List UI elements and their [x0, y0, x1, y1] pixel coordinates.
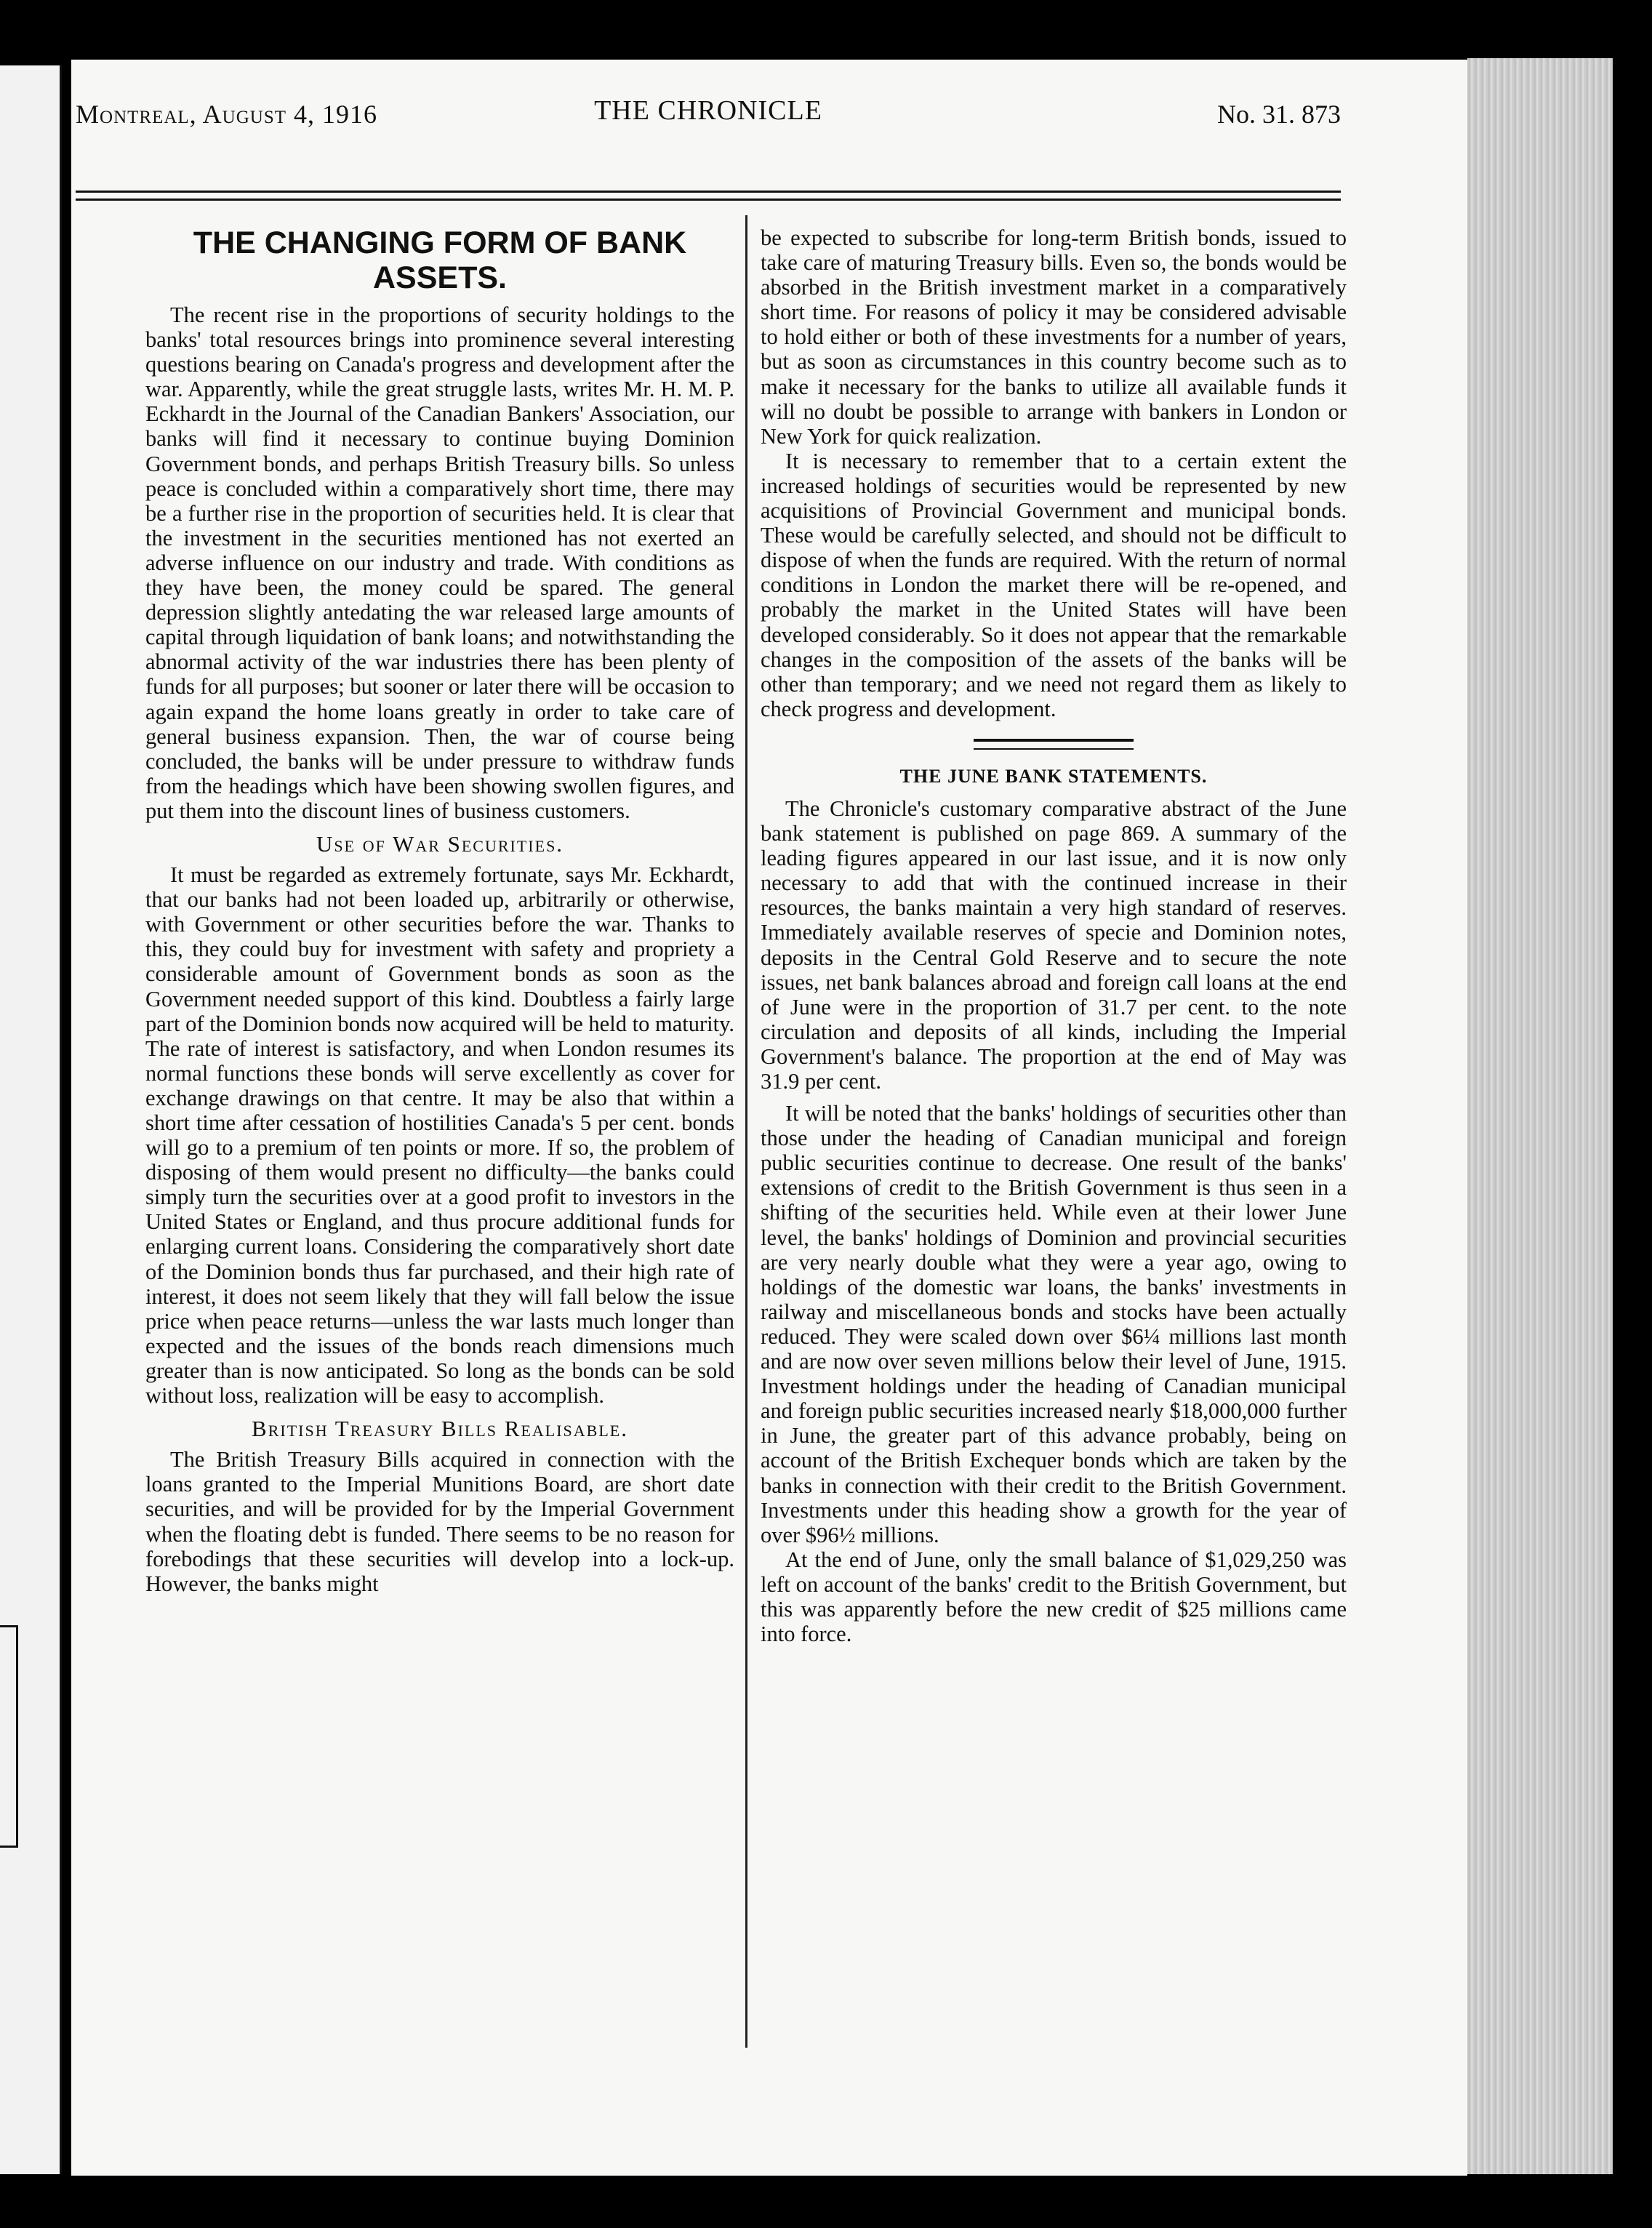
- header-masthead: THE CHRONICLE: [594, 95, 822, 126]
- facing-page-edge: [0, 65, 62, 2174]
- article-paragraph: The Chronicle's customary comparative abstract of the June bank statement is published on page 869. A summary of the leading figures appeared in our last issue, and it is now only necessary to add that with the continued increase in their resources, the banks maintain a very high standard of reserves. Immediately available reserves of specie and Dominion notes, deposits in the Central Gold Reserve and to secure the note issues, net bank balances abroad and foreign call loans at the end of June were in the proportion of 31.7 per cent. to the note circulation and deposits of all kinds, including the Imperial Government's balance. The proportion at the end of May was 31.9 per cent.: [761, 796, 1347, 1094]
- article-paragraph: It is necessary to remember that to a certain extent the increased holdings of securities would be represented by new acquisitions of Provincial Government and municipal bonds. These would be carefully selected, and should not be difficult to dispose of when the funds are required. With the return of normal conditions in London the market there will be re-opened, and probably the market in the United States will have been developed considerably. So it does not appear that the remarkable changes in the composition of the assets of the banks will be other than temporary; and we need not regard them as likely to check progress and development.: [761, 448, 1347, 721]
- article-paragraph: be expected to subscribe for long-term British bonds, issued to take care of maturing Treasury bills. Even so, the bonds would be absorbed in the British investment market in a comparatively short time. For reasons of policy it may be considered advisable to hold either or both of these investments for a number of years, but as soon as circumstances in this country become such as to make it necessary for the banks to utilize all available funds it will no doubt be possible to arrange with bankers in London or New York for quick realization.: [761, 225, 1347, 449]
- article-paragraph: It must be regarded as extremely fortunate, says Mr. Eckhardt, that our banks had not been loaded up, arbitrarily or otherwise, with Government or other securities before the war. Thanks to this, they could buy for investment with safety and propriety a considerable amount of Government bonds as soon as the Government needed support of this kind. Doubtless a fairly large part of the Dominion bonds now acquired will be held to maturity. The rate of interest is satisfactory, and when London resumes its normal functions these bonds will serve excellently as cover for exchange drawings on that centre. It may be also that within a short time after cessation of hostilities Canada's 5 per cent. bonds will go to a premium of ten points or more. If so, the problem of disposing of them would present no difficulty—the banks could simply turn the securities over at a good profit to investors in the United States or England, and thus procure additional funds for enlarging current loans. Considering the comparatively short date of the Dominion bonds thus far purchased, and their high rate of interest, it does not seem likely that they will fall below the issue price when peace returns—unless the war lasts much longer than expected and the issues of the bonds reach dimensions much greater than is now anticipated. So long as the bonds can be sold without loss, realization will be easy to accomplish.: [145, 862, 734, 1408]
- column-left: [145, 225, 734, 1596]
- facing-page-bracket: [0, 1625, 18, 1848]
- article-title: THE CHANGING FORM OF BANK ASSETS.: [193, 225, 687, 295]
- page-header: [76, 92, 1341, 135]
- article-paragraph: The British Treasury Bills acquired in connection with the loans granted to the Imperial Munitions Board, are short date securities, and will be provided for by the Imperial Government when the floating debt is funded. There seems to be no reason for forebodings that these securities will develop into a lock-up. However, the banks might: [145, 1447, 734, 1596]
- article-paragraph: The recent rise in the proportions of security holdings to the banks' total resources brings into prominence several interesting questions bearing on Canada's progress and development after the war. Apparently, while the great struggle lasts, writes Mr. H. M. P. Eckhardt in the Journal of the Canadian Bankers' Association, our banks will find it necessary to continue buying Dominion Government bonds, and perhaps British Treasury bills. So unless peace is concluded within a comparatively short time, there may be a further rise in the proportion of securities held. It is clear that the investment in the securities mentioned has not exerted an adverse influence on our industry and trade. With conditions as they have been, the money could be spared. The general depression slightly antedating the war released large amounts of capital through liquidation of bank loans; and notwithstanding the abnormal activity of the war industries there has been plenty of funds for all purposes; but sooner or later there will be occasion to again expand the home loans greatly in order to take care of general business expansion. Then, the war of course being concluded, the banks will be under pressure to withdraw funds from the headings which have been showing swollen figures, and put them into the discount lines of business customers.: [145, 302, 734, 823]
- section-heading: British Treasury Bills Realisable.: [252, 1416, 628, 1442]
- header-dateline: Montreal, August 4, 1916: [76, 100, 378, 129]
- section-heading: Use of War Securities.: [316, 830, 564, 857]
- article-paragraph: At the end of June, only the small balance of $1,029,250 was left on account of the banks' credit to the British Government, but this was apparently before the new credit of $25 millions came into force.: [761, 1547, 1347, 1647]
- column-right: [761, 225, 1347, 1646]
- column-divider: [745, 215, 747, 2048]
- header-issue-page: No. 31. 873: [1217, 100, 1341, 129]
- article-separator: [974, 739, 1134, 750]
- header-rule: [76, 191, 1341, 201]
- article-paragraph: It will be noted that the banks' holdings of securities other than those under the heading of Canadian municipal and foreign public securities continue to decrease. One result of the banks' extensions of credit to the British Government is thus seen in a shifting of the securities held. While even at their lower June level, the banks' holdings of Dominion and provincial securities are very nearly double what they were a year ago, owing to holdings of the domestic war loans, the banks' investments in railway and miscellaneous bonds and stocks have been actually reduced. They were scaled down over $6¼ millions last month and are now over seven millions below their level of June, 1915. Investment holdings under the heading of Canadian municipal and foreign public securities increased nearly $18,000,000 further in June, the greater part of this advance probably, being on account of the British Exchequer bonds which are taken by the banks in connection with their credit to the British Government. Investments under this heading show a growth for the year of over $96½ millions.: [761, 1101, 1347, 1547]
- article-title: THE JUNE BANK STATEMENTS.: [899, 765, 1208, 787]
- book-page-edges: [1467, 58, 1613, 2174]
